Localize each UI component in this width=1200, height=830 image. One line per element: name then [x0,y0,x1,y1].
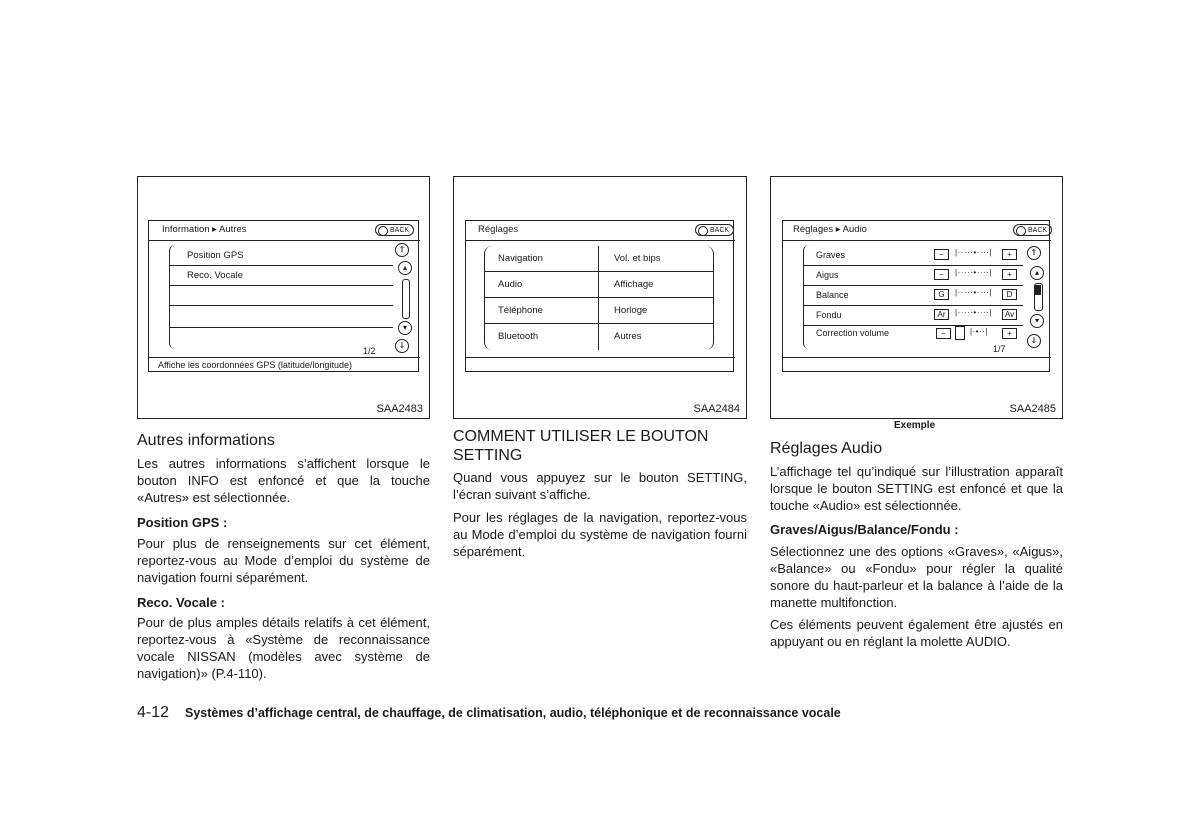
level-slider[interactable]: |·····•····| [955,268,992,277]
page-number: 4-12 [137,704,170,721]
menu-item-display[interactable]: Affichage [614,279,654,290]
level-slider[interactable]: |·····•····| [955,288,992,297]
col3-para1: Sélectionnez une des options «Graves», «Aigus», «Balance» ou «Fondu» pour régler la qualité sonore du haut-parleur et la balance à l’aide de la manette multifonction. [770,544,1063,610]
col3-intro: L’affichage tel qu’indiqué sur l’illustration apparaît lorsque le bouton SETTING est enfoncé et que la touche «Audio» est sélectionnée. [770,464,1063,513]
speed-icon [955,326,965,340]
col1-sub2: Reco. Vocale : [137,595,225,610]
col1-para1: Pour plus de renseignements sur cet élément, reportez-vous au Mode d’emploi du système de navigation fourni séparément. [137,536,430,585]
back-button[interactable] [695,224,734,236]
col3-para2: Ces éléments peuvent également être ajustés en appuyant ou en réglant la molette AUDIO. [770,617,1063,649]
front-button[interactable]: Av [1002,309,1017,320]
list-item[interactable]: Position GPS [187,250,244,261]
back-arrow-icon [698,226,708,236]
level-slider[interactable]: |·····•····| [955,248,992,257]
left-button[interactable]: G [934,289,949,300]
menu-item-audio[interactable]: Audio [498,279,523,290]
increase-button[interactable]: + [1002,249,1017,260]
scroll-up-icon[interactable]: ▴ [398,261,412,275]
scroll-down-icon[interactable]: ▾ [398,321,412,335]
figure-code: SAA2483 [376,403,423,415]
scroll-up-icon[interactable]: ▴ [1030,266,1044,280]
col3-sub1: Graves/Aigus/Balance/Fondu : [770,522,959,537]
decrease-button[interactable]: − [936,328,951,339]
info-screen [148,220,419,372]
screen-header: Réglages ▸ Audio [793,224,867,235]
page-down-icon[interactable]: ⇓ [395,339,409,353]
col1-heading: Autres informations [137,432,275,449]
col1-intro: Les autres informations s’affichent lorsque le bouton INFO est enfoncé et que la touche «Autres» est sélectionnée. [137,456,430,505]
decrease-button[interactable]: − [934,269,949,280]
menu-item-others[interactable]: Autres [614,331,642,342]
page-indicator: 1/2 [363,346,376,356]
figure-code: SAA2485 [1009,403,1056,415]
screen-header: Réglages [478,224,519,235]
back-label: BACK [390,227,410,234]
back-arrow-icon [1016,226,1026,236]
back-label: BACK [710,227,730,234]
level-slider[interactable]: |·•··| [970,327,988,336]
audio-item-graves[interactable]: Graves [816,250,846,260]
list-item[interactable]: Reco. Vocale [187,270,243,281]
audio-item-balance[interactable]: Balance [816,290,849,300]
audio-item-correction[interactable]: Correction volume [816,328,890,338]
status-footer: Affiche les coordonnées GPS (latitude/longitude) [158,360,352,370]
col1-sub1: Position GPS : [137,515,228,530]
back-arrow-icon [378,226,388,236]
back-label: BACK [1028,227,1048,234]
col2-heading: COMMENT UTILISER LE BOUTON SETTING [453,428,709,464]
col2-para1: Quand vous appuyez sur le bouton SETTING, l’écran suivant s’affiche. [453,470,747,502]
page-up-icon[interactable]: ⇑ [1027,246,1041,260]
menu-item-telephone[interactable]: Téléphone [498,305,543,316]
screen-header: Information ▸ Autres [162,224,247,235]
audio-screen [782,220,1050,372]
page-up-icon[interactable]: ⇑ [395,243,409,257]
page-indicator: 1/7 [993,344,1006,354]
scrollbar-thumb[interactable] [1035,285,1041,295]
menu-item-clock[interactable]: Horloge [614,305,648,316]
audio-item-aigus[interactable]: Aigus [816,270,839,280]
page-down-icon[interactable]: ⇓ [1027,334,1041,348]
back-button[interactable] [375,224,414,236]
decrease-button[interactable]: − [934,249,949,260]
figure-saa2484 [453,176,747,419]
footer-title: Systèmes d’affichage central, de chauffage, de climatisation, audio, téléphonique et de reconnaissance vocale [185,706,841,720]
settings-screen [465,220,734,372]
menu-item-volume[interactable]: Vol. et bips [614,253,661,264]
col2-para2: Pour les réglages de la navigation, reportez-vous au Mode d’emploi du système de navigation fourni séparément. [453,510,747,559]
right-button[interactable]: D [1002,289,1017,300]
increase-button[interactable]: + [1002,269,1017,280]
audio-item-fondu[interactable]: Fondu [816,310,842,320]
back-button[interactable] [1013,224,1052,236]
figure-saa2485 [770,176,1063,419]
figure-code: SAA2484 [693,403,740,415]
scroll-down-icon[interactable]: ▾ [1030,314,1044,328]
increase-button[interactable]: + [1002,328,1017,339]
menu-item-navigation[interactable]: Navigation [498,253,543,264]
figure-caption: Exemple [894,420,936,431]
menu-item-bluetooth[interactable]: Bluetooth [498,331,539,342]
figure-saa2483 [137,176,430,419]
scrollbar[interactable] [402,279,410,319]
rear-button[interactable]: Ar [934,309,949,320]
col1-para2: Pour de plus amples détails relatifs à cet élément, reportez-vous à «Système de reconnaissance vocale NISSAN (modèles avec système de navigation)» (P.4-110). [137,615,430,681]
col3-heading: Réglages Audio [770,440,883,457]
level-slider[interactable]: |·····•····| [955,308,992,317]
